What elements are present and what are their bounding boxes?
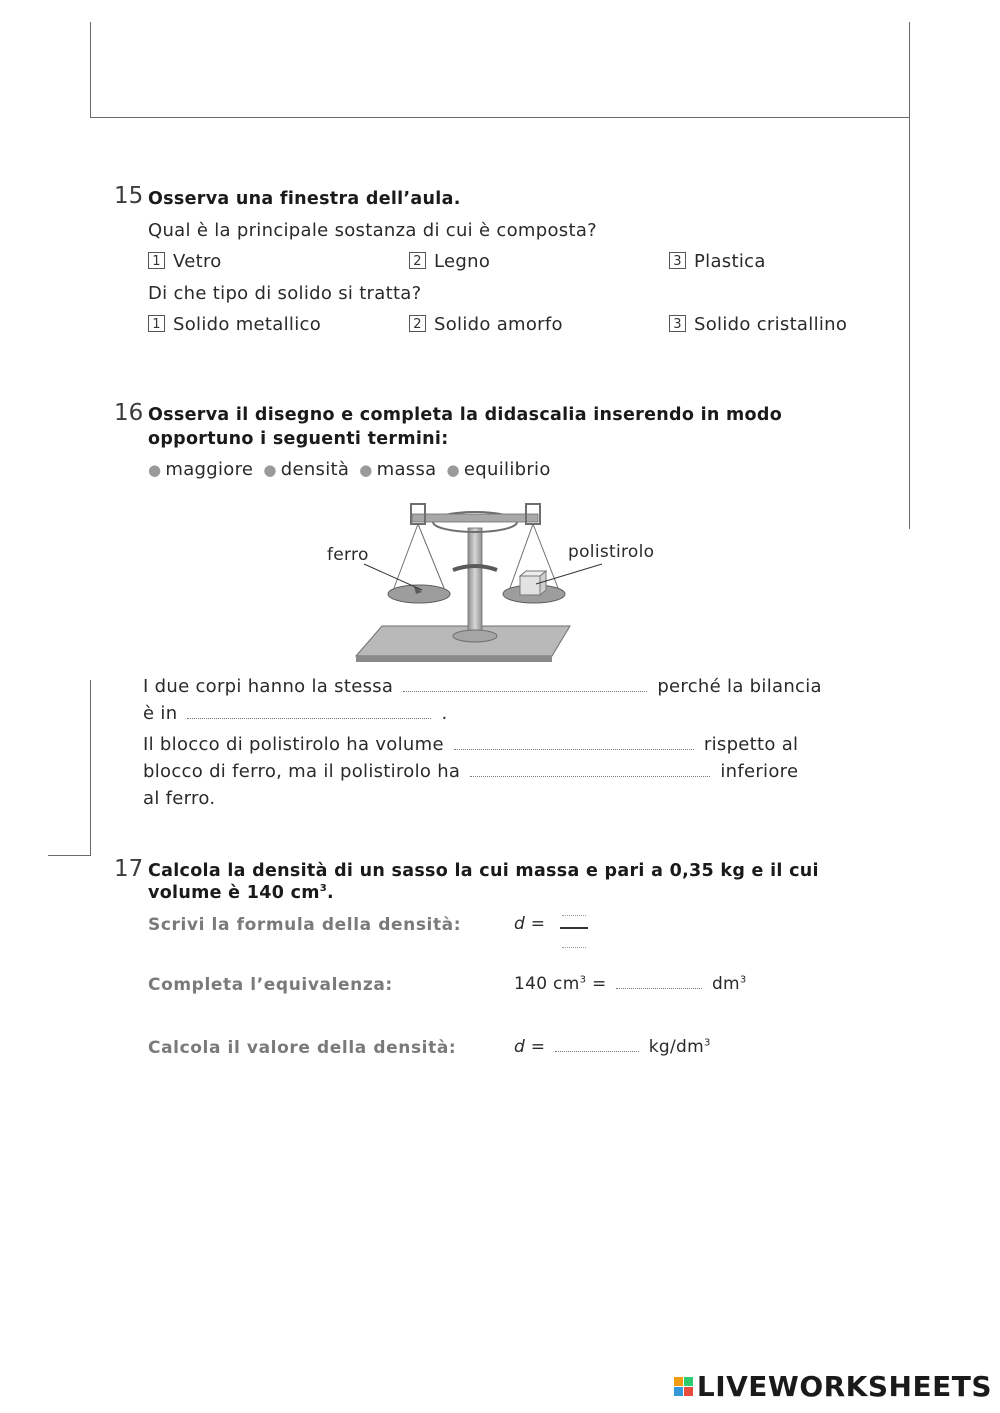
equivalence-label: Completa l’equivalenza:	[148, 975, 393, 995]
exponent: 3	[739, 974, 747, 986]
header-rule	[90, 117, 910, 118]
caption-line-2	[143, 703, 448, 724]
caption-line-5: al ferro.	[143, 788, 216, 809]
fraction-denominator-blank[interactable]	[562, 943, 586, 948]
question-17-title-line-1: Calcola la densità di un sasso la cui massa e pari a 0,35 kg e il cui	[148, 861, 819, 881]
figure-label-ferro: ferro	[327, 545, 369, 565]
bullet-icon: ●	[263, 461, 277, 479]
option-label: Solido amorfo	[434, 314, 563, 335]
blank-maggiore[interactable]	[454, 737, 694, 750]
term: equilibrio	[463, 459, 551, 480]
brand-name: LIVEWORKSHEETS	[696, 1370, 992, 1403]
blank-equilibrio[interactable]	[187, 706, 431, 719]
blank-massa[interactable]	[403, 679, 647, 692]
density-value-expression	[514, 1037, 711, 1057]
exponent: 3	[319, 883, 328, 895]
option-vetro[interactable]	[148, 251, 222, 272]
equals-sign: =	[591, 974, 607, 994]
right-margin-line	[909, 117, 910, 529]
question-16-title-line-1: Osserva il disegno e completa la didascalia inserendo in modo	[148, 405, 783, 425]
blank-density-value[interactable]	[555, 1039, 639, 1052]
formula-d: d =	[514, 914, 546, 934]
option-label: Plastica	[694, 251, 766, 272]
formula-label: Scrivi la formula della densità:	[148, 915, 462, 935]
question-15-number: 15	[114, 183, 144, 209]
equivalence-expression	[514, 974, 747, 994]
option-number-box[interactable]: 3	[669, 315, 686, 332]
blank-densita[interactable]	[470, 764, 710, 777]
fraction-bar	[560, 927, 588, 929]
option-number-box[interactable]: 3	[669, 252, 686, 269]
caption-text: inferiore	[720, 761, 799, 782]
caption-text: .	[441, 703, 448, 724]
question-15-prompt-2: Di che tipo di solido si tratta?	[148, 283, 422, 304]
option-label: Vetro	[173, 251, 222, 272]
term: massa	[376, 459, 437, 480]
formula-expression	[514, 914, 545, 934]
question-16-number: 16	[114, 400, 144, 426]
option-solido-cristallino[interactable]	[669, 314, 847, 335]
logo-tiles-icon	[674, 1377, 693, 1396]
unit: dm	[711, 974, 740, 994]
figure-label-polistirolo: polistirolo	[568, 542, 655, 562]
formula-d: d =	[514, 1037, 546, 1057]
equivalence-value: 140 cm	[514, 974, 580, 994]
liveworksheets-logo	[674, 1370, 992, 1403]
option-solido-amorfo[interactable]	[409, 314, 563, 335]
question-17-title-line-2	[148, 883, 334, 903]
caption-text: I due corpi hanno la stessa	[143, 676, 394, 697]
option-solido-metallico[interactable]	[148, 314, 321, 335]
option-label: Solido cristallino	[694, 314, 848, 335]
title-text: .	[327, 883, 334, 903]
left-margin-line	[90, 680, 91, 856]
top-left-margin-line	[90, 22, 91, 118]
option-label: Legno	[434, 251, 491, 272]
caption-line-1	[143, 676, 822, 697]
option-legno[interactable]	[409, 251, 490, 272]
option-label: Solido metallico	[173, 314, 322, 335]
title-text: volume è 140 cm	[148, 883, 320, 903]
unit: kg/dm	[648, 1037, 704, 1057]
caption-text: rispetto al	[703, 734, 799, 755]
question-16-title-line-2: opportuno i seguenti termini:	[148, 429, 449, 449]
caption-line-4	[143, 761, 798, 782]
terms-list	[148, 459, 551, 480]
caption-text: è in	[143, 703, 178, 724]
exponent: 3	[579, 974, 587, 986]
question-15-title: Osserva una finestra dell’aula.	[148, 189, 461, 209]
option-number-box[interactable]: 2	[409, 252, 426, 269]
question-15-prompt-1: Qual è la principale sostanza di cui è composta?	[148, 220, 598, 241]
caption-text: perché la bilancia	[657, 676, 822, 697]
option-plastica[interactable]	[669, 251, 766, 272]
option-number-box[interactable]: 2	[409, 315, 426, 332]
balance-scale-illustration	[300, 498, 700, 666]
option-number-box[interactable]: 1	[148, 315, 165, 332]
option-number-box[interactable]: 1	[148, 252, 165, 269]
term: maggiore	[165, 459, 254, 480]
question-17-number: 17	[114, 856, 144, 882]
term: densità	[280, 459, 350, 480]
left-margin-tick	[48, 855, 91, 856]
caption-text: Il blocco di polistirolo ha volume	[143, 734, 444, 755]
density-value-label: Calcola il valore della densità:	[148, 1038, 457, 1058]
bullet-icon: ●	[148, 461, 162, 479]
fraction-numerator-blank[interactable]	[562, 911, 586, 916]
bullet-icon: ●	[359, 461, 373, 479]
caption-text: blocco di ferro, ma il polistirolo ha	[143, 761, 461, 782]
caption-line-3	[143, 734, 798, 755]
exponent: 3	[704, 1037, 711, 1049]
top-right-margin-line	[909, 22, 910, 118]
blank-dm3-value[interactable]	[616, 976, 702, 989]
bullet-icon: ●	[446, 461, 460, 479]
